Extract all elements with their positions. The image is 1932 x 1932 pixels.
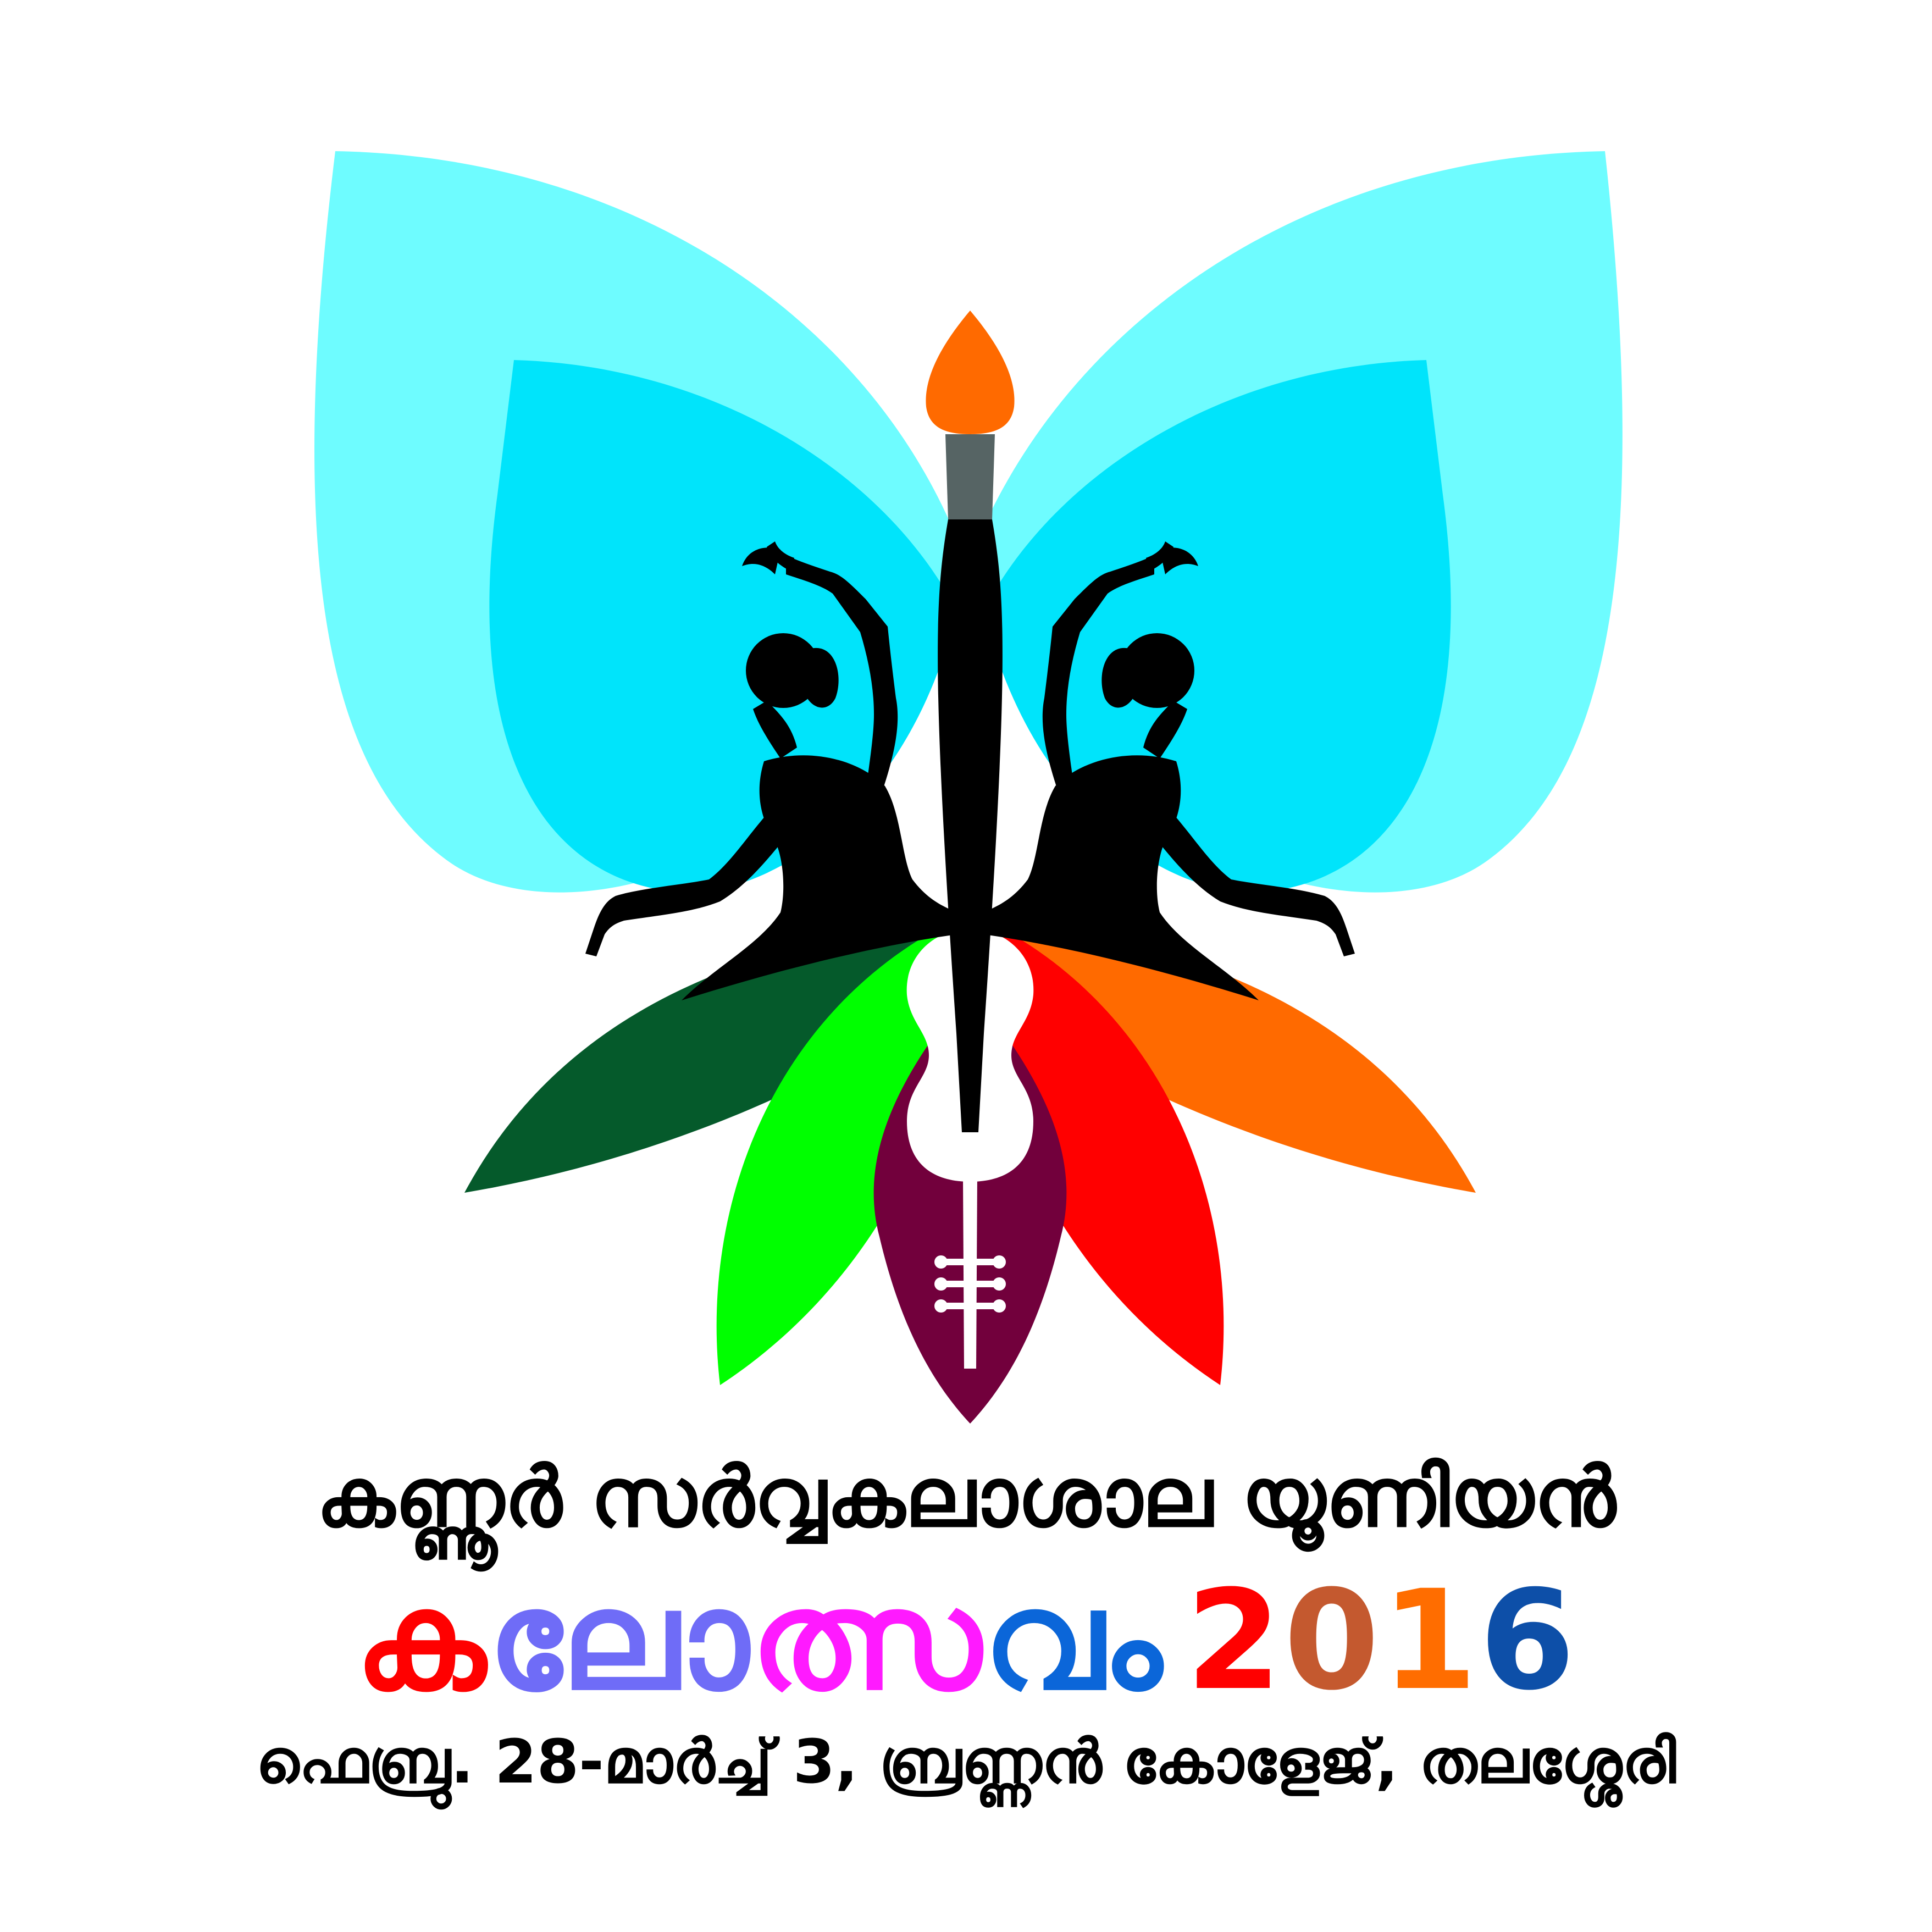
festival-title — [0, 1560, 1932, 1720]
violin-pegs-icon — [934, 1255, 1006, 1313]
festival-syllable: ക — [355, 1560, 488, 1720]
festival-syllable: വം — [983, 1560, 1164, 1720]
university-union-title: കണ്ണൂർ സർവ്വകലാശാല യൂണിയൻ — [316, 1450, 1616, 1546]
festival-year — [1186, 1560, 1577, 1720]
brush-ferrule-icon — [945, 434, 995, 519]
year-digit: 2 — [1186, 1560, 1284, 1720]
brush-tip-icon — [926, 311, 1014, 434]
violin-neck-icon — [963, 1176, 977, 1369]
year-digit: 0 — [1283, 1560, 1382, 1720]
event-details: ഫെബ്രു. 28-മാർച്ച് 3, ബ്രണ്ണൻ കോളേജ്, തലശ്ശേരി — [256, 1726, 1676, 1797]
festival-word — [355, 1560, 1164, 1720]
festival-syllable: ലോ — [488, 1560, 751, 1720]
festival-syllable: ത്സ — [750, 1560, 984, 1720]
year-digit: 1 — [1381, 1560, 1480, 1720]
year-digit: 6 — [1479, 1560, 1577, 1720]
